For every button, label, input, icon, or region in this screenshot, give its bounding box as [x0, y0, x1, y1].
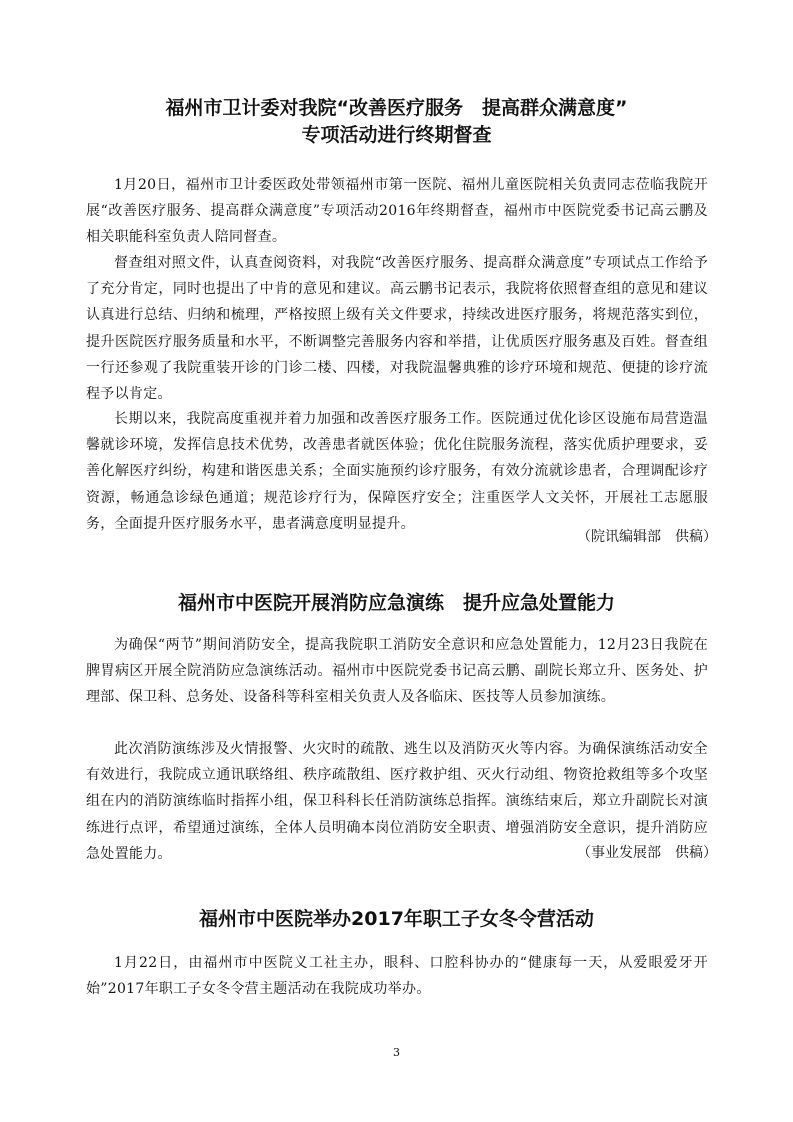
- article2-title: 福州市中医院开展消防应急演练 提升应急处置能力: [177, 592, 615, 614]
- article3-title: 福州市中医院举办2017年职工子女冬令营活动: [199, 908, 594, 930]
- page-number: 3: [393, 1046, 400, 1059]
- article1-paragraph-1: 1月20日，福州市卫计委医政处带领福州市第一医院、福州儿童医院相关负责同志莅临我院开展“改善医疗服务、提高群众满意度”专项活动2016年终期督查，福州市中医院党委书记高云鹏及相关职能科室负责人陪同督查。: [86, 177, 708, 246]
- article2-credit: （事业发展部 供稿）: [577, 845, 717, 861]
- article2-paragraph-2: 此次消防演练涉及火情报警、火灾时的疏散、逃生以及消防灭火等内容。为确保演练活动安全有效进行，我院成立通讯联络组、秩序疏散组、医疗救护组、灭火行动组、物资抢救组等多个攻坚组在内的消防演练临时指挥小组，保卫科科长任消防演练总指挥。演练结束后，郑立升副院长对演练进行点评，希望通过演练，全体人员明确本岗位消防安全职责、增强消防安全意识，提升消防应急处置能力。: [86, 741, 708, 862]
- article3-paragraph-1: 1月22日，由福州市中医院义工社主办，眼科、口腔科协办的“健康每一天，从爱眼爱牙开始”2017年职工子女冬令营主题活动在我院成功举办。: [86, 955, 708, 998]
- article1-title-line1: 福州市卫计委对我院“改善医疗服务 提高群众满意度”: [165, 97, 628, 119]
- article2-paragraph-1: 为确保“两节”期间消防安全，提高我院职工消防安全意识和应急处置能力，12月23日我院在脾胃病区开展全院消防应急演练活动。福州市中医院党委书记高云鹏、副院长郑立升、医务处、护理部、保卫科、总务处、设备科等科室相关负责人及各临床、医技等人员参加演练。: [86, 637, 708, 706]
- article1-credit: （院讯编辑部 供稿）: [577, 529, 717, 545]
- article1-title-line2: 专项活动进行终期督查: [301, 124, 492, 146]
- article1-paragraph-2: 督查组对照文件，认真查阅资料，对我院“改善医疗服务、提高群众满意度”专项试点工作给予了充分肯定，同时也提出了中肯的意见和建议。高云鹏书记表示，我院将依照督查组的意见和建议认真进行总结、归纳和梳理，严格按照上级有关文件要求，持续改进医疗服务，将规范落实到位，提升医院医疗服务质量和水平，不断调整完善服务内容和举措，让优质医疗服务惠及百姓。督查组一行还参观了我院重装开诊的门诊二楼、四楼，对我院温馨典雅的诊疗环境和规范、便捷的诊疗流程予以肯定。: [86, 255, 708, 403]
- article1-paragraph-3: 长期以来，我院高度重视并着力加强和改善医疗服务工作。医院通过优化诊区设施布局营造温馨就诊环境，发挥信息技术优势，改善患者就医体验；优化住院服务流程，落实优质护理要求，妥善化解医疗纠纷，构建和谐医患关系；全面实施预约诊疗服务，有效分流就诊患者，合理调配诊疗资源，畅通急诊绿色通道；规范诊疗行为，保障医疗安全；注重医学人文关怀，开展社工志愿服务，全面提升医疗服务水平，患者满意度明显提升。: [86, 411, 708, 532]
